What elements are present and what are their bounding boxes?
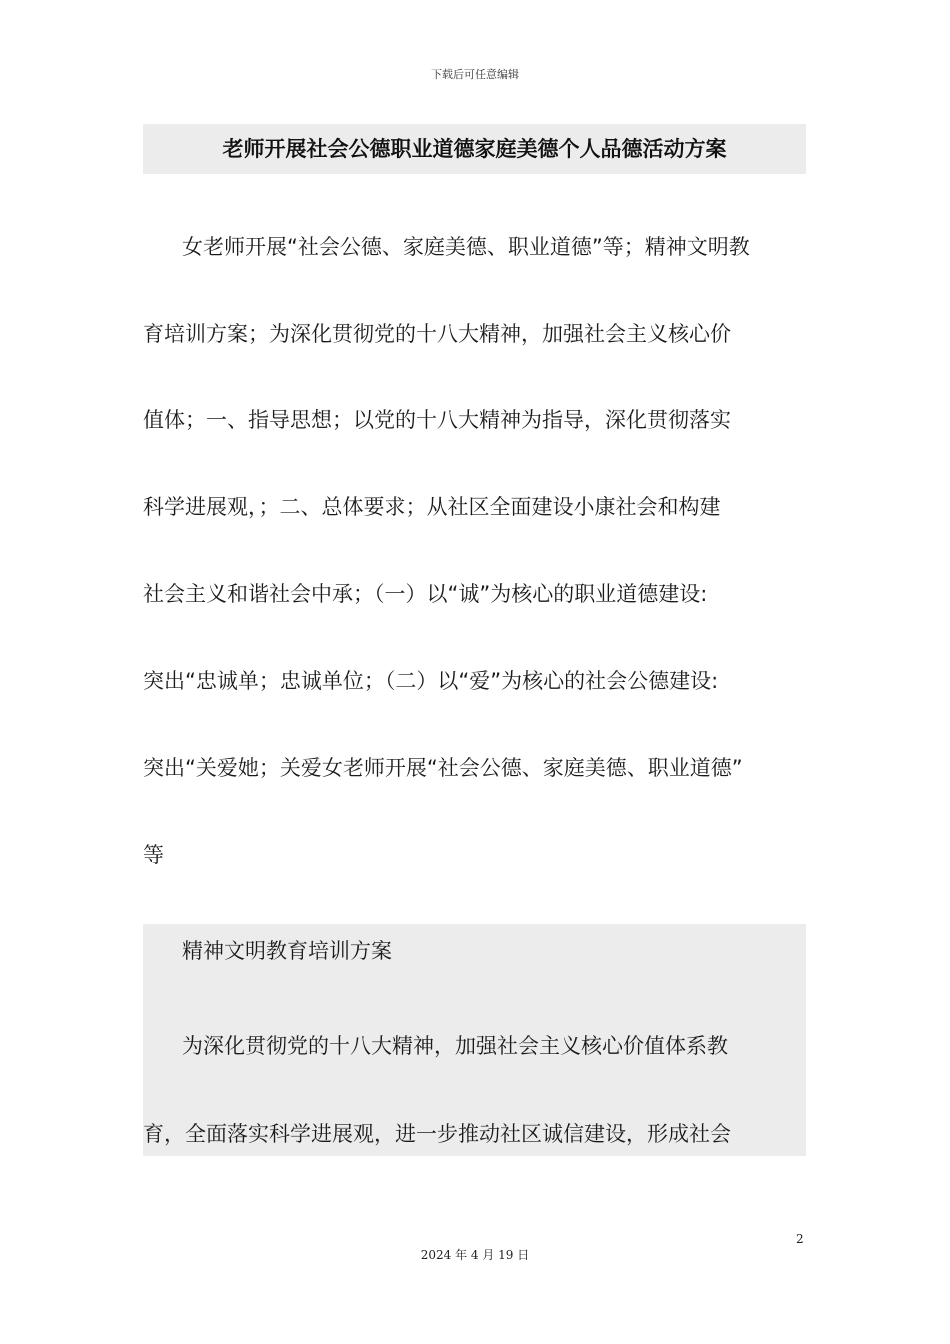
paragraph-line: 育，全面落实科学进展观，进一步推动社区诚信建设，形成社会 (143, 1122, 731, 1146)
paragraph-line: 育培训方案；为深化贯彻党的十八大精神，加强社会主义核心价 (143, 322, 731, 346)
section-heading: 精神文明教育培训方案 (182, 939, 392, 963)
document-title: 老师开展社会公德职业道德家庭美德个人品德活动方案 (222, 137, 727, 161)
page-number: 2 (796, 1232, 804, 1246)
paragraph-line: 突出“忠诚单；忠诚单位；（二）以“爱”为核心的社会公德建设: (143, 669, 719, 693)
paragraph-line: 值体；一、指导思想；以党的十八大精神为指导，深化贯彻落实 (143, 408, 731, 432)
paragraph-line: 为深化贯彻党的十八大精神，加强社会主义核心价值体系教 (182, 1034, 728, 1058)
header-note: 下载后可任意编辑 (431, 68, 519, 81)
title-band (143, 124, 806, 174)
paragraph-line: 科学进展观，；二、总体要求；从社区全面建设小康社会和构建 (143, 495, 721, 519)
paragraph-line: 突出“关爱她；关爱女老师开展“社会公德、家庭美德、职业道德” (143, 756, 743, 780)
footer-date: 2024 年 4 月 19 日 (420, 1248, 530, 1262)
paragraph-line: 女老师开展“社会公德、家庭美德、职业道德”等；精神文明教 (182, 235, 750, 259)
paragraph-line: 社会主义和谐社会中承；（一）以“诚”为核心的职业道德建设: (143, 582, 708, 606)
paragraph-line: 等 (143, 843, 164, 867)
